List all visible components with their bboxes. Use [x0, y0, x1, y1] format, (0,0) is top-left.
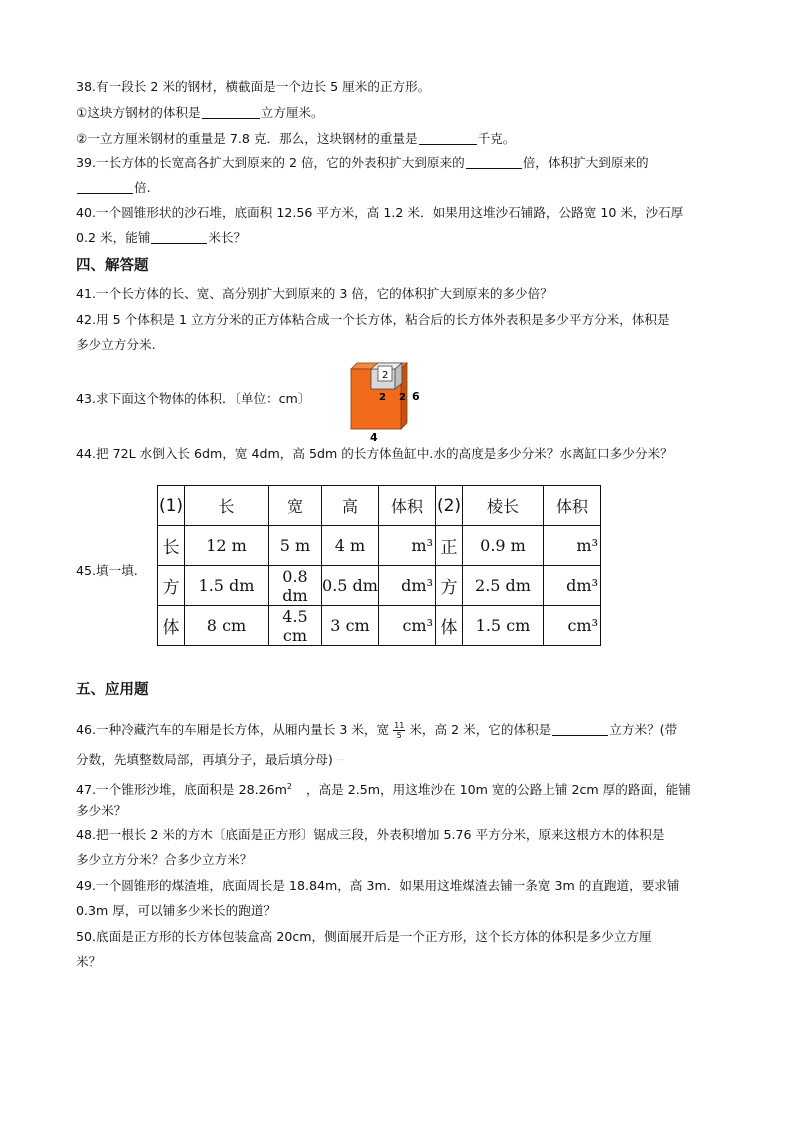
q43-figure [345, 360, 425, 444]
label-cut-front: 2 [379, 392, 386, 403]
header-volume-2: 体积 [544, 486, 601, 526]
q38-part1 [76, 104, 324, 122]
answer-cell[interactable]: cm³ [379, 606, 436, 646]
label-cut-side: 2 [399, 392, 406, 403]
answer-blank[interactable] [77, 180, 133, 194]
group1-char: 长 [158, 526, 185, 566]
q38-part2-prefix: ②一立方厘米钢材的重量是 7.8 克．那么，这块钢材的重量是 [76, 131, 418, 146]
header-width: 宽 [269, 486, 322, 526]
table-cell: 5 m [269, 526, 322, 566]
answer-blank[interactable] [151, 230, 207, 244]
group1-char: 方 [158, 566, 185, 606]
q39-middle: 倍，体积扩大到原来的 [522, 155, 649, 170]
answer-blank[interactable] [202, 105, 260, 119]
q46-line2 [76, 751, 344, 770]
table-cell: 1.5 dm [185, 566, 269, 606]
q48-line2: 多少立方分米？合多少立方米？ [76, 852, 253, 867]
q44: 44.把 72L 水倒入长 6dm，宽 4dm，高 5dm 的长方体鱼缸中.水的高度是多少分米？水离缸口多少分米？ [76, 446, 673, 461]
table-cell: 0.8 dm [269, 566, 322, 606]
q45-label: 45.填一填. [76, 563, 138, 578]
fraction-numerator: 11 [394, 721, 405, 730]
answer-blank[interactable] [466, 155, 522, 169]
q50-line2: 米？ [76, 954, 102, 969]
label-cut-top: 2 [382, 370, 389, 381]
q48-line1: 48.把一根长 2 米的方木〔底面是正方形〕锯成三段，外表积增加 5.76 平方分米，原来这根方木的体积是 [76, 827, 665, 842]
table-cell: 8 cm [185, 606, 269, 646]
fraction-width [393, 721, 405, 740]
label-base: 4 [370, 431, 378, 444]
answer-cell[interactable]: cm³ [544, 606, 601, 646]
faint-mark-icon: ······ [336, 757, 345, 763]
q47-line1 [76, 778, 691, 799]
fraction-denominator: 5 [396, 731, 402, 740]
group2-char: 正 [436, 526, 463, 566]
table-cell: 4 m [322, 526, 379, 566]
q47-exponent: 2 [286, 782, 292, 791]
table-cell: 0.5 dm [322, 566, 379, 606]
group1-char: 体 [158, 606, 185, 646]
q47-suffix: ，高是 2.5m，用这堆沙在 10m 宽的公路上铺 2cm 厚的路面，能铺 [305, 782, 691, 798]
header-height: 高 [322, 486, 379, 526]
q46-note: 分数，先填整数局部，再填分子，最后填分母) [76, 752, 333, 767]
group2-char: 体 [436, 606, 463, 646]
q42-line1: 42.用 5 个体积是 1 立方分米的正方体粘合成一个长方体，粘合后的长方体外表积是多少平方分米，体积是 [76, 312, 670, 327]
q46-middle: 米，高 2 米，它的体积是 [409, 722, 552, 737]
q46-line1 [76, 719, 677, 741]
answer-cell[interactable]: dm³ [544, 566, 601, 606]
table-cell: 12 m [185, 526, 269, 566]
q46-suffix: 立方米？(带 [609, 722, 678, 737]
q42-line2: 多少立方分米. [76, 337, 156, 352]
table-cell: 3 cm [322, 606, 379, 646]
answer-cell[interactable]: m³ [379, 526, 436, 566]
section-heading-5: 五、应用题 [76, 682, 149, 698]
q49-line1: 49.一个圆锥形的煤渣堆，底面周长是 18.84m，高 3m．如果用这堆煤渣去铺一条宽 3m 的直跑道，要求铺 [76, 878, 680, 893]
q38-part1-prefix: ①这块方钢材的体积是 [76, 105, 201, 120]
table-cell: 1.5 cm [463, 606, 544, 646]
q39-line1 [76, 154, 649, 172]
group2-char: 方 [436, 566, 463, 606]
q39-prefix: 39.一长方体的长宽高各扩大到原来的 2 倍，它的外表积扩大到原来的 [76, 155, 465, 170]
q38-part2-suffix: 千克。 [477, 131, 516, 146]
group2-label: (2) [436, 486, 463, 526]
q40-line2 [76, 229, 246, 247]
answer-blank[interactable] [552, 722, 608, 736]
q38-part2 [76, 130, 515, 148]
q45-table [157, 485, 601, 646]
q41: 41.一个长方体的长、宽、高分别扩大到原来的 3 倍，它的体积扩大到原来的多少倍？ [76, 286, 553, 301]
section-heading-4: 四、解答题 [76, 258, 149, 274]
answer-cell[interactable]: m³ [544, 526, 601, 566]
q47-prefix: 47.一个锥形沙堆，底面积是 28.26m [76, 782, 287, 798]
header-volume: 体积 [379, 486, 436, 526]
q39-suffix: 倍. [134, 180, 151, 195]
q40-prefix: 0.2 米，能铺 [76, 230, 151, 245]
table-cell: 2.5 dm [463, 566, 544, 606]
q50-line1: 50.底面是正方形的长方体包装盒高 20cm，侧面展开后是一个正方形，这个长方体的体积是多少立方厘 [76, 929, 652, 944]
q47-line2: 多少米？ [76, 803, 127, 818]
answer-cell[interactable]: dm³ [379, 566, 436, 606]
q49-line2: 0.3m 厚，可以铺多少米长的跑道？ [76, 903, 277, 918]
label-height: 6 [412, 390, 420, 403]
q43-text: 43.求下面这个物体的体积．〔单位：cm〕 [76, 391, 311, 406]
q46-prefix: 46.一种冷藏汽车的车厢是长方体，从厢内量长 3 米，宽 [76, 722, 390, 737]
q38-stem: 38.有一段长 2 米的钢材，横截面是一个边长 5 厘米的正方形。 [76, 79, 431, 94]
header-edge: 棱长 [463, 486, 544, 526]
q39-line2 [76, 179, 151, 197]
q38-part1-suffix: 立方厘米。 [260, 105, 324, 120]
table-cell: 0.9 m [463, 526, 544, 566]
group1-label: (1) [158, 486, 185, 526]
q40-suffix: 米长？ [208, 230, 247, 245]
q40-line1: 40.一个圆锥形状的沙石堆，底面积 12.56 平方米，高 1.2 米．如果用这堆沙石铺路，公路宽 10 米，沙石厚 [76, 205, 684, 220]
header-length: 长 [185, 486, 269, 526]
answer-blank[interactable] [419, 131, 477, 145]
table-cell: 4.5 cm [269, 606, 322, 646]
